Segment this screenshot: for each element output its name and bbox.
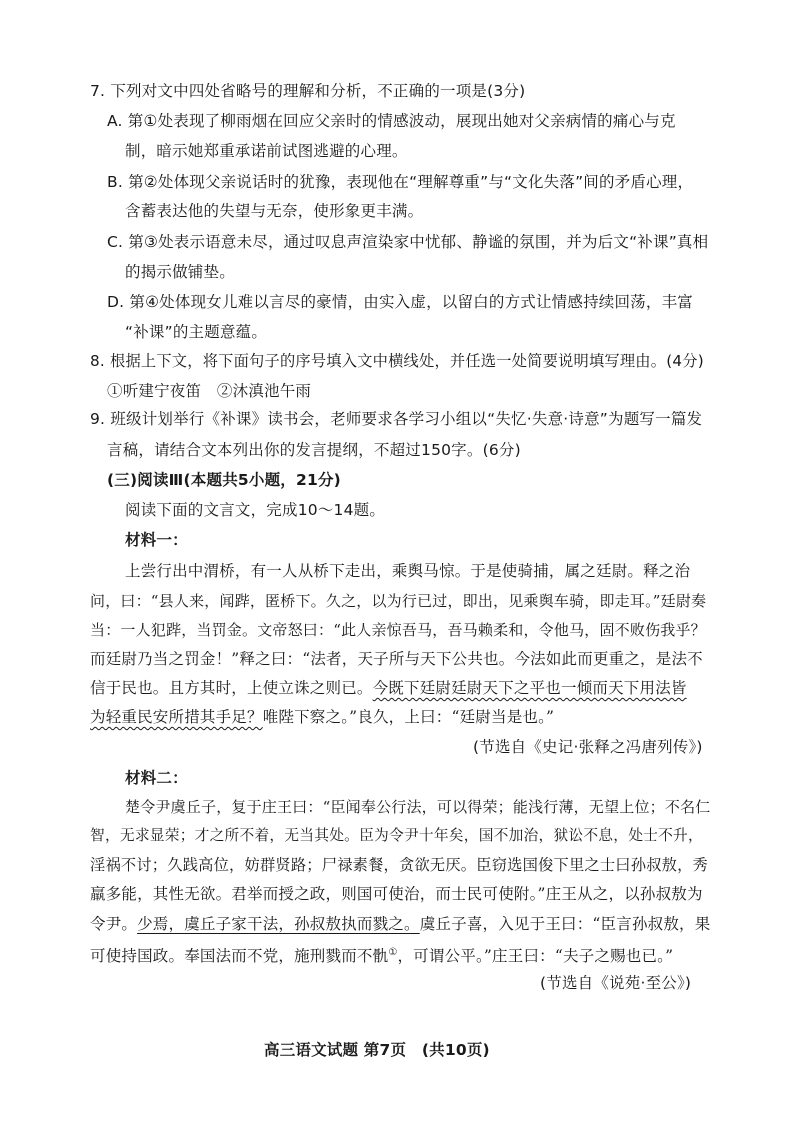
material-2-line5-plain: 令尹。: [90, 915, 138, 933]
question-9-line2: 言稿，请结合文本列出你的发言提纲，不超过150字。(6分): [107, 441, 521, 459]
material-2-line2: 智，无求显荣；才之所不着，无当其处。臣为令尹十年矣，国不加治，狱讼不息，处士不升，: [90, 827, 703, 844]
footnote-marker: ①: [388, 947, 398, 958]
q7-option-c-line2: 的揭示做铺垫。: [125, 263, 235, 281]
material-2-source: (节选自《说苑·至公》): [540, 974, 692, 992]
q7-option-d-line1: D. 第④处体现女儿难以言尽的豪情，由实入虚，以留白的方式让情感持续回荡，丰富: [107, 293, 693, 311]
material-1-line1: 上尝行出中渭桥，有一人从桥下走出，乘舆马惊。于是使骑捕，属之廷尉。释之治: [125, 562, 691, 580]
material-1-wavy-underline-start: 今既下廷尉廷尉天下之平也一倾而天下用法皆: [372, 679, 687, 697]
section-3-heading: (三)阅读Ⅲ(本题共5小题，21分): [107, 471, 341, 489]
material-1-line3: 当：一人犯跸，当罚金。文帝怒曰：“此人亲惊吾马，吾马赖柔和，令他马，固不败伤我乎？: [90, 621, 706, 639]
material-2-line5: [90, 914, 710, 934]
q7-option-a-line1: A. 第①处表现了柳雨烟在回应父亲时的情感波动，展现出她对父亲病情的痛心与克: [107, 112, 676, 130]
material-1-label: 材料一：: [125, 530, 188, 549]
material-1-line6-plain: 唯陛下察之。”良久，上曰：“廷尉当是也。”: [262, 708, 555, 726]
material-2-line3: 淫祸不讨；久践高位，妨群贤路；尸禄素餐，贪欲无厌。臣窃选国俊下里之士曰孙叔敖，秀: [90, 856, 708, 874]
material-2-line6-a: 可使持国政。奉国法而不党，施刑戮而不骩: [90, 947, 389, 966]
material-1-source: (节选自《史记·张释之冯唐列传》): [473, 738, 703, 756]
q7-option-d-line2: “补课”的主题意蕴。: [125, 323, 268, 341]
material-2-line6: [90, 943, 673, 966]
material-1-line6: [90, 707, 554, 727]
material-2-underlined-sentence: 少焉，虞丘子家干法，孙叔敖执而戮之。: [137, 915, 420, 933]
material-1-line4: 而廷尉乃当之罚金！”释之曰：“法者，天子所与天下公共也。今法如此而更重之，是法不: [90, 650, 703, 668]
material-1-line2: 问，曰：“县人来，闻跸，匿桥下。久之，以为行已过，即出，见乘舆车骑，即走耳。”廷尉奏: [90, 592, 707, 610]
question-7-stem: 7. 下列对文中四处省略号的理解和分析，不正确的一项是(3分): [90, 82, 526, 100]
q7-option-c-line1: C. 第③处表示语意未尽，通过叹息声渲染家中忧郁、静谧的氛围，并为后文“补课”真相: [107, 233, 709, 251]
q7-option-b-line1: B. 第②处体现父亲说话时的犹豫，表现他在“理解尊重”与“文化失落”间的矛盾心理，: [107, 173, 694, 191]
q7-option-b-line2: 含蓄表达他的失望与无奈，使形象更丰满。: [125, 202, 424, 220]
question-9-line1: 9. 班级计划举行《补课》读书会，老师要求各学习小组以“失忆·失意·诗意”为题写一篇发: [90, 410, 703, 428]
material-1-line5: [90, 678, 687, 698]
material-1-wavy-underline-end: 为轻重民安所措其手足？: [90, 708, 263, 726]
material-2-line5-rest: 虞丘子喜，入见于王曰：“臣言孙叔敖，果: [419, 915, 711, 933]
material-2-line6-b: ，可谓公平。”庄王曰：“夫子之赐也已。”: [397, 947, 674, 966]
material-2-line4: 羸多能，其性无欲。君举而授之政，则国可使治，而士民可使附。”庄王从之，以孙叔敖为: [90, 885, 703, 903]
material-1-line5-plain: 信于民也。且方其时，上使立诛之则已。: [90, 679, 373, 697]
section-3-instruction: 阅读下面的文言文，完成10～14题。: [125, 501, 386, 519]
question-8-stem: 8. 根据上下文，将下面句子的序号填入文中横线处，并任选一处简要说明填写理由。(4分): [90, 352, 704, 370]
material-2-label: 材料二：: [125, 768, 188, 787]
page-footer: 高三语文试题 第7页 (共10页): [264, 1041, 490, 1059]
question-8-sentences: ①听建宁夜笛 ②沐滇池午雨: [107, 382, 312, 400]
q7-option-a-line2: 制，暗示她郑重承诺前试图逃避的心理。: [125, 142, 408, 160]
material-2-line1: 楚令尹虞丘子，复于庄王曰：“臣闻奉公行法，可以得荣；能浅行薄，无望上位；不名仁: [125, 798, 711, 816]
